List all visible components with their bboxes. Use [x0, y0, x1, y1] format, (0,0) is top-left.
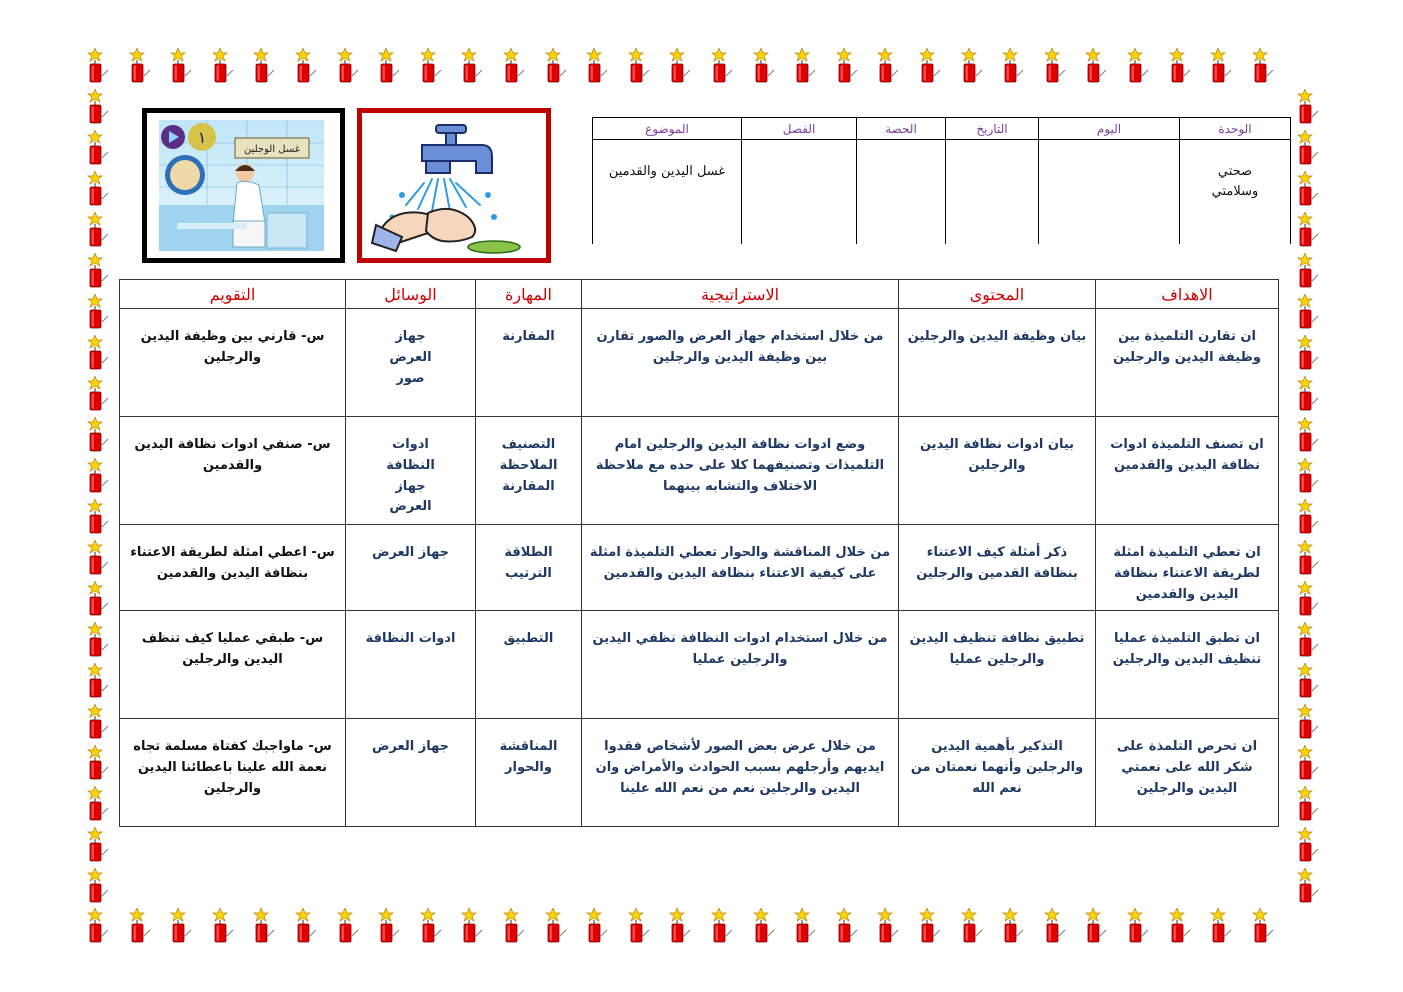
- candle-icon: [252, 908, 276, 944]
- candle-icon: [86, 458, 110, 494]
- info-value-topic: غسل اليدين والقدمين: [593, 140, 742, 245]
- content-cell: بيان وظيفة اليدين والرجلين: [899, 309, 1096, 417]
- candle-icon: [169, 908, 193, 944]
- candle-icon: [960, 48, 984, 84]
- skill-cell: التطبيق: [476, 611, 582, 719]
- candle-icon: [668, 48, 692, 84]
- candle-icon: [294, 908, 318, 944]
- candle-icon: [86, 253, 110, 289]
- candle-icon: [1296, 212, 1320, 248]
- candle-icon: [835, 908, 859, 944]
- tools-cell: جهاز العرض: [346, 719, 476, 827]
- feet-washing-picture: [142, 108, 345, 263]
- candle-icon: [86, 622, 110, 658]
- candle-icon: [1043, 48, 1067, 84]
- table-row: [120, 417, 1279, 525]
- skill-cell: المقارنة: [476, 309, 582, 417]
- picture-caption: غسل الوجلين: [243, 144, 301, 155]
- candle-icon: [294, 48, 318, 84]
- tools-cell: جهاز العرض: [346, 525, 476, 611]
- candle-icon: [211, 908, 235, 944]
- candle-icon: [86, 908, 110, 944]
- candle-icon: [377, 48, 401, 84]
- candle-icon: [502, 908, 526, 944]
- info-header-period: الحصة: [857, 118, 946, 140]
- candle-icon: [86, 294, 110, 330]
- goal-cell: ان تطبق التلميذة عمليا تنظيف اليدين والرجلين: [1096, 611, 1279, 719]
- strategy-cell: من خلال استخدام ادوات النظافة نظفي اليدين والرجلين عمليا: [582, 611, 899, 719]
- candle-icon: [960, 908, 984, 944]
- candle-icon: [169, 48, 193, 84]
- candle-icon: [1296, 663, 1320, 699]
- candle-icon: [460, 908, 484, 944]
- candle-icon: [86, 581, 110, 617]
- info-header-class: الفصل: [742, 118, 857, 140]
- info-value-date: [946, 140, 1039, 245]
- candle-icon: [1296, 130, 1320, 166]
- candle-icon: [627, 908, 651, 944]
- candle-icon: [86, 335, 110, 371]
- header-strategy: الاستراتيجية: [582, 280, 899, 309]
- info-header-unit: الوحدة: [1180, 118, 1291, 140]
- candle-icon: [710, 48, 734, 84]
- candle-icon: [377, 908, 401, 944]
- goal-cell: ان تقارن التلميذة بين وظيفة اليدين والرجلين: [1096, 309, 1279, 417]
- strategy-cell: من خلال استخدام جهاز العرض والصور تقارن بين وظيفة اليدين والرجلين: [582, 309, 899, 417]
- candle-icon: [86, 745, 110, 781]
- candle-icon: [1296, 786, 1320, 822]
- candle-icon: [86, 827, 110, 863]
- candle-icon: [668, 908, 692, 944]
- candle-icon: [1126, 48, 1150, 84]
- table-row: [120, 719, 1279, 827]
- candle-icon: [876, 908, 900, 944]
- candle-icon: [128, 48, 152, 84]
- hand-washing-picture: [357, 108, 551, 263]
- evaluation-cell: س- ماواجبك كفتاة مسلمة تجاه نعمة الله علينا باعطائنا اليدين والرجلين: [120, 719, 346, 827]
- header-content: المحتوى: [899, 280, 1096, 309]
- candle-icon: [1296, 417, 1320, 453]
- header-evaluation: التقويم: [120, 280, 346, 309]
- candle-icon: [86, 868, 110, 904]
- candle-icon: [1296, 171, 1320, 207]
- table-row: [120, 309, 1279, 417]
- candle-icon: [627, 48, 651, 84]
- content-cell: التذكير بأهمية اليدين والرجلين وأنهما نعمتان من نعم الله: [899, 719, 1096, 827]
- candle-icon: [1296, 704, 1320, 740]
- strategy-cell: من خلال المناقشة والحوار تعطي التلميذة امثلة على كيفية الاعتناء بنظافة اليدين والقدمين: [582, 525, 899, 611]
- candle-icon: [86, 663, 110, 699]
- candle-icon: [1296, 622, 1320, 658]
- candle-icon: [1296, 499, 1320, 535]
- candle-icon: [419, 908, 443, 944]
- candle-icon: [336, 48, 360, 84]
- candle-icon: [876, 48, 900, 84]
- info-value-period: [857, 140, 946, 245]
- candle-icon: [128, 908, 152, 944]
- info-value-day: [1039, 140, 1180, 245]
- candle-icon: [1296, 294, 1320, 330]
- candle-icon: [336, 908, 360, 944]
- header-skill: المهارة: [476, 280, 582, 309]
- info-value-unit: صحتي وسلامتي: [1180, 140, 1291, 245]
- candle-icon: [460, 48, 484, 84]
- info-header-day: اليوم: [1039, 118, 1180, 140]
- candle-icon: [1296, 376, 1320, 412]
- svg-text:١: ١: [197, 128, 207, 147]
- candle-icon: [1084, 908, 1108, 944]
- candle-icon: [544, 908, 568, 944]
- tools-cell: ادوات النظافة: [346, 611, 476, 719]
- candle-icon: [1296, 335, 1320, 371]
- goal-cell: ان تعطي التلميذة امثلة لطريقة الاعتناء بنظافة اليدين والقدمين: [1096, 525, 1279, 611]
- candle-icon: [1296, 458, 1320, 494]
- candle-icon: [1209, 908, 1233, 944]
- goal-cell: ان تحرص التلمذة على شكر الله على نعمتي اليدين والرجلين: [1096, 719, 1279, 827]
- goal-cell: ان تصنف التلميذة ادوات نظافة اليدين والقدمين: [1096, 417, 1279, 525]
- evaluation-cell: س- اعطي امثلة لطريقة الاعتناء بنظافة اليدين والقدمين: [120, 525, 346, 611]
- candle-icon: [1296, 540, 1320, 576]
- candle-icon: [86, 130, 110, 166]
- candle-icon: [710, 908, 734, 944]
- candle-icon: [585, 48, 609, 84]
- candle-icon: [1251, 908, 1275, 944]
- candle-icon: [752, 908, 776, 944]
- skill-cell: المناقشة والحوار: [476, 719, 582, 827]
- candle-icon: [86, 48, 110, 84]
- candle-icon: [918, 48, 942, 84]
- candle-icon: [1209, 48, 1233, 84]
- table-row: [120, 611, 1279, 719]
- header-goals: الاهداف: [1096, 280, 1279, 309]
- content-cell: ذكر أمثلة كيف الاعتناء بنظافة القدمين والرجلين: [899, 525, 1096, 611]
- evaluation-cell: س- صنفي ادوات نظافة اليدين والقدمين: [120, 417, 346, 525]
- lesson-plan-table: [119, 279, 1279, 827]
- candle-icon: [86, 540, 110, 576]
- candle-icon: [585, 908, 609, 944]
- candle-icon: [502, 48, 526, 84]
- tools-cell: جهاز العرض صور: [346, 309, 476, 417]
- content-cell: بيان ادوات نظافة اليدين والرجلين: [899, 417, 1096, 525]
- tools-cell: ادوات النظافة جهاز العرض: [346, 417, 476, 525]
- lesson-info-table: [592, 117, 1291, 244]
- candle-icon: [86, 376, 110, 412]
- candle-icon: [1168, 48, 1192, 84]
- header-tools: الوسائل: [346, 280, 476, 309]
- candle-icon: [1296, 253, 1320, 289]
- candle-icon: [211, 48, 235, 84]
- evaluation-cell: س- قارني بين وظيفة اليدين والرجلين: [120, 309, 346, 417]
- strategy-cell: من خلال عرض بعض الصور لأشخاص فقدوا ايديهم وأرجلهم بسبب الحوادث والأمراض وان اليدين والرجلين نعم من نعم الله علينا: [582, 719, 899, 827]
- candle-icon: [793, 908, 817, 944]
- candle-icon: [86, 417, 110, 453]
- candle-icon: [793, 48, 817, 84]
- content-cell: تطبيق نظافة تنظيف اليدين والرجلين عمليا: [899, 611, 1096, 719]
- evaluation-cell: س- طبقي عمليا كيف تنظف اليدين والرجلين: [120, 611, 346, 719]
- candle-icon: [1296, 745, 1320, 781]
- candle-icon: [86, 704, 110, 740]
- skill-cell: التصنيف الملاحظة المقارنة: [476, 417, 582, 525]
- candle-icon: [86, 89, 110, 125]
- feet-washing-illustration: [147, 113, 340, 258]
- candle-icon: [1043, 908, 1067, 944]
- candle-icon: [419, 48, 443, 84]
- candle-icon: [1296, 827, 1320, 863]
- info-value-class: [742, 140, 857, 245]
- table-row: [120, 525, 1279, 611]
- candle-icon: [1168, 908, 1192, 944]
- strategy-cell: وضع ادوات نظافة اليدين والرجلين امام التلميذات وتصنيفهما كلا على حده مع ملاحظة الاختلاف والتشابه بينهما: [582, 417, 899, 525]
- candle-icon: [1001, 908, 1025, 944]
- candle-icon: [835, 48, 859, 84]
- candle-icon: [752, 48, 776, 84]
- candle-icon: [86, 499, 110, 535]
- candle-icon: [86, 171, 110, 207]
- candle-icon: [918, 908, 942, 944]
- plan-header-row: [120, 280, 1279, 309]
- candle-icon: [1296, 581, 1320, 617]
- info-header-topic: الموضوع: [593, 118, 742, 140]
- info-header-date: التاريخ: [946, 118, 1039, 140]
- candle-icon: [1126, 908, 1150, 944]
- candle-icon: [252, 48, 276, 84]
- candle-icon: [1251, 48, 1275, 84]
- candle-icon: [1296, 89, 1320, 125]
- candle-icon: [86, 786, 110, 822]
- candle-icon: [1296, 868, 1320, 904]
- candle-icon: [1001, 48, 1025, 84]
- faucet-icon: [362, 113, 546, 258]
- candle-icon: [544, 48, 568, 84]
- candle-icon: [86, 212, 110, 248]
- skill-cell: الطلاقة الترتيب: [476, 525, 582, 611]
- candle-icon: [1084, 48, 1108, 84]
